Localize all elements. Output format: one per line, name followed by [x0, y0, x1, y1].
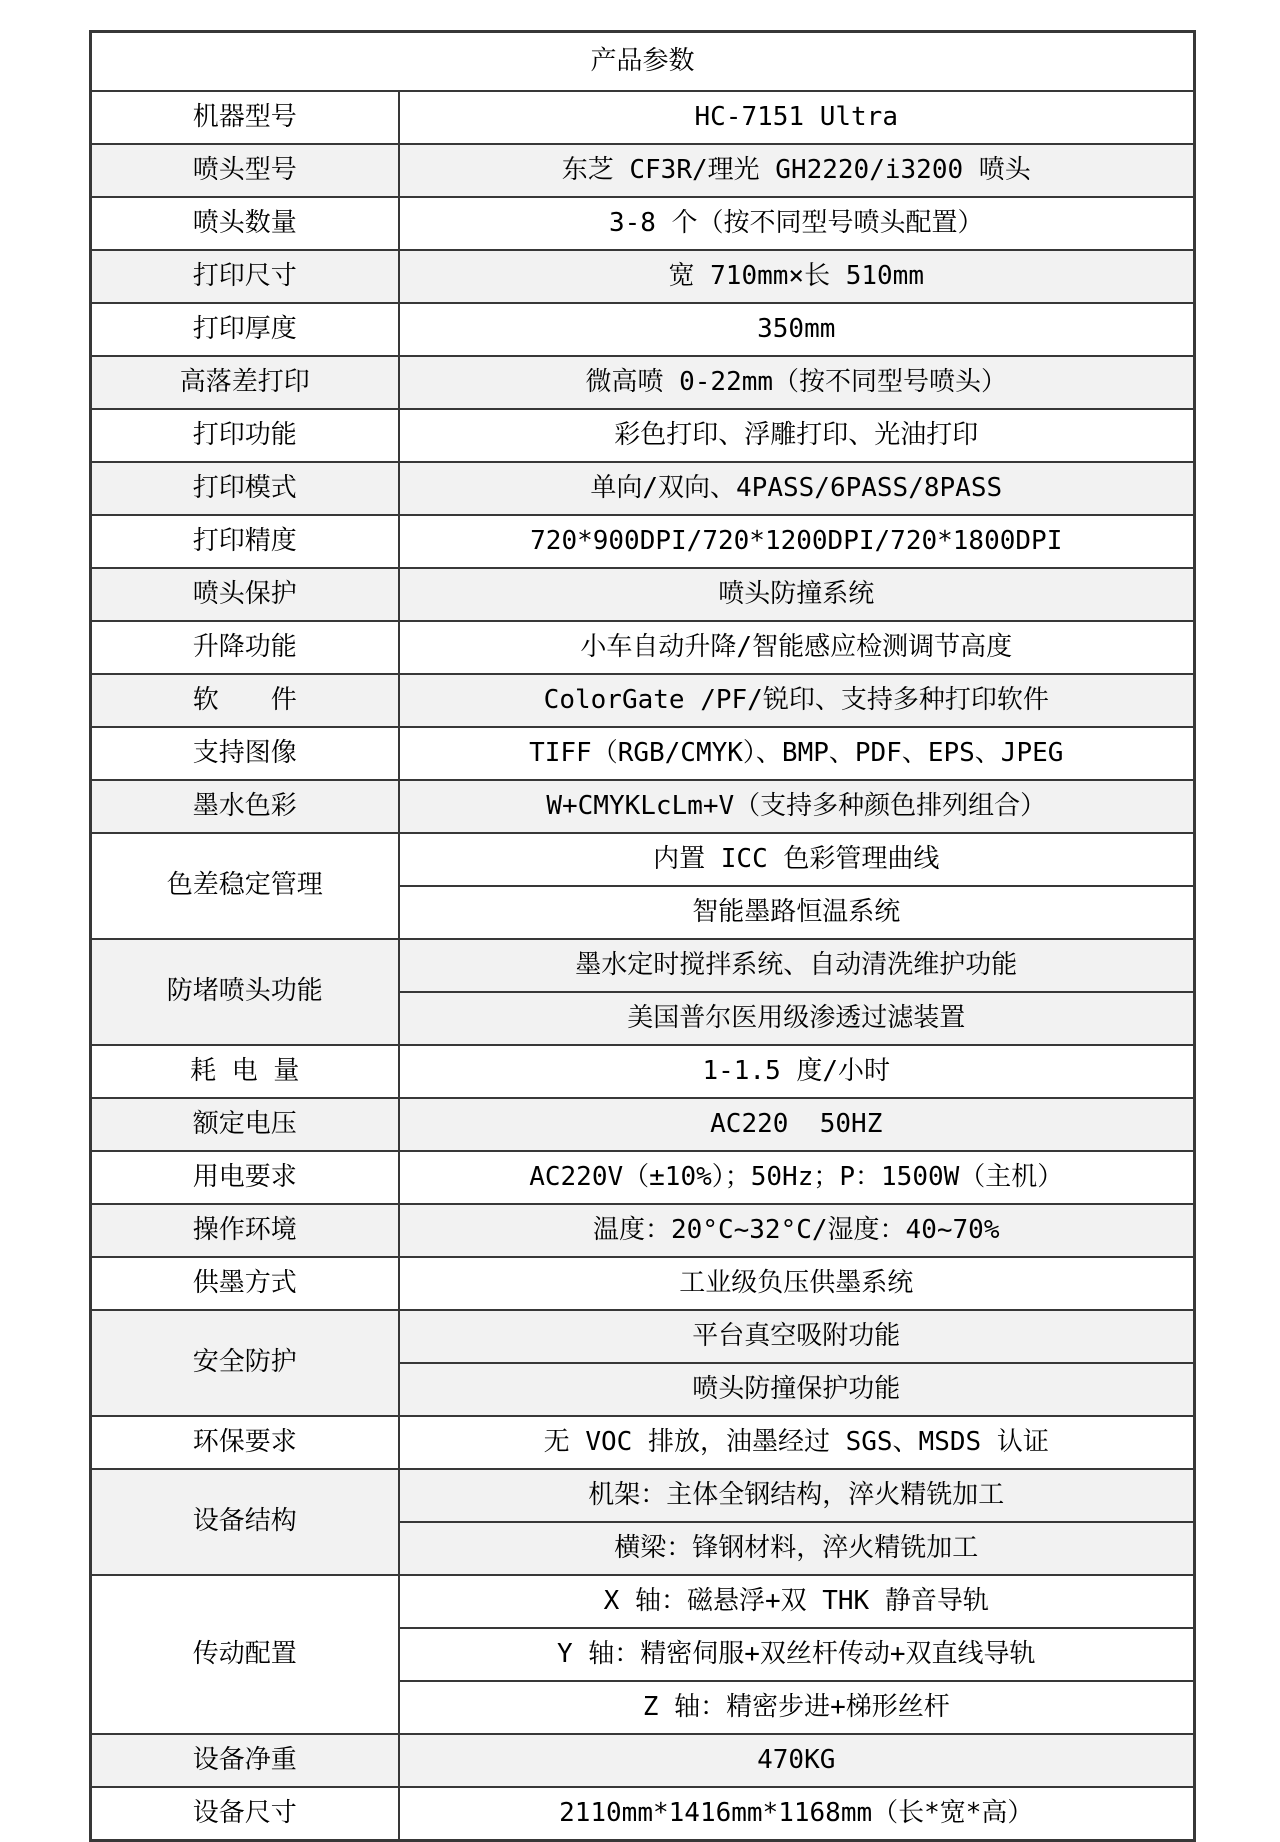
spec-label: 打印厚度 — [91, 303, 399, 356]
spec-label: 色差稳定管理 — [91, 833, 399, 939]
table-row — [91, 303, 1195, 356]
table-row — [91, 250, 1195, 303]
table-row — [91, 462, 1195, 515]
spec-value: 机架：主体全钢结构，淬火精铣加工 — [399, 1469, 1195, 1522]
table-row — [91, 727, 1195, 780]
spec-value: 3-8 个（按不同型号喷头配置） — [399, 197, 1195, 250]
spec-value: Y 轴：精密伺服+双丝杆传动+双直线导轨 — [399, 1628, 1195, 1681]
spec-label: 供墨方式 — [91, 1257, 399, 1310]
spec-value: 智能墨路恒温系统 — [399, 886, 1195, 939]
spec-label: 升降功能 — [91, 621, 399, 674]
table-row — [91, 568, 1195, 621]
spec-label: 机器型号 — [91, 91, 399, 144]
table-title: 产品参数 — [91, 32, 1195, 92]
table-row — [91, 1416, 1195, 1469]
spec-value: 无 VOC 排放，油墨经过 SGS、MSDS 认证 — [399, 1416, 1195, 1469]
spec-label: 耗 电 量 — [91, 1045, 399, 1098]
table-row — [91, 1787, 1195, 1841]
spec-label: 防堵喷头功能 — [91, 939, 399, 1045]
spec-value: TIFF（RGB/CMYK）、BMP、PDF、EPS、JPEG — [399, 727, 1195, 780]
spec-value: 墨水定时搅拌系统、自动清洗维护功能 — [399, 939, 1195, 992]
spec-label: 软 件 — [91, 674, 399, 727]
spec-label: 额定电压 — [91, 1098, 399, 1151]
spec-label: 环保要求 — [91, 1416, 399, 1469]
spec-value: HC-7151 Ultra — [399, 91, 1195, 144]
table-row — [91, 32, 1195, 92]
spec-label: 设备结构 — [91, 1469, 399, 1575]
spec-value: 横梁：锋钢材料，淬火精铣加工 — [399, 1522, 1195, 1575]
spec-value: 2110mm*1416mm*1168mm（长*宽*高） — [399, 1787, 1195, 1841]
table-row — [91, 197, 1195, 250]
table-row — [91, 356, 1195, 409]
spec-value: 平台真空吸附功能 — [399, 1310, 1195, 1363]
spec-value: 工业级负压供墨系统 — [399, 1257, 1195, 1310]
table-row — [91, 1151, 1195, 1204]
spec-value: AC220 50HZ — [399, 1098, 1195, 1151]
table-row — [91, 1469, 1195, 1522]
spec-value: 470KG — [399, 1734, 1195, 1787]
spec-label: 用电要求 — [91, 1151, 399, 1204]
spec-value: 微高喷 0-22mm（按不同型号喷头） — [399, 356, 1195, 409]
table-row — [91, 1204, 1195, 1257]
spec-value: 350mm — [399, 303, 1195, 356]
table-row — [91, 515, 1195, 568]
spec-value: 温度：20°C~32°C/湿度：40~70% — [399, 1204, 1195, 1257]
spec-value: 东芝 CF3R/理光 GH2220/i3200 喷头 — [399, 144, 1195, 197]
table-row — [91, 1310, 1195, 1363]
spec-value: X 轴：磁悬浮+双 THK 静音导轨 — [399, 1575, 1195, 1628]
table-row — [91, 833, 1195, 886]
spec-label: 设备净重 — [91, 1734, 399, 1787]
spec-value: 喷头防撞系统 — [399, 568, 1195, 621]
spec-label: 高落差打印 — [91, 356, 399, 409]
spec-label: 喷头保护 — [91, 568, 399, 621]
table-row — [91, 1257, 1195, 1310]
table-row — [91, 780, 1195, 833]
spec-value: 720*900DPI/720*1200DPI/720*1800DPI — [399, 515, 1195, 568]
table-row — [91, 1734, 1195, 1787]
spec-value: 1-1.5 度/小时 — [399, 1045, 1195, 1098]
spec-label: 安全防护 — [91, 1310, 399, 1416]
spec-value: ColorGate /PF/锐印、支持多种打印软件 — [399, 674, 1195, 727]
spec-value: 美国普尔医用级渗透过滤装置 — [399, 992, 1195, 1045]
spec-value: 彩色打印、浮雕打印、光油打印 — [399, 409, 1195, 462]
table-row — [91, 144, 1195, 197]
spec-value: 单向/双向、4PASS/6PASS/8PASS — [399, 462, 1195, 515]
table-row — [91, 1575, 1195, 1628]
spec-label: 支持图像 — [91, 727, 399, 780]
table-row — [91, 91, 1195, 144]
table-row — [91, 1098, 1195, 1151]
table-row — [91, 674, 1195, 727]
table-row — [91, 621, 1195, 674]
table-row — [91, 939, 1195, 992]
spec-label: 喷头数量 — [91, 197, 399, 250]
product-spec-table — [89, 30, 1196, 1842]
spec-value: Z 轴：精密步进+梯形丝杆 — [399, 1681, 1195, 1734]
table-row — [91, 1045, 1195, 1098]
spec-label: 打印模式 — [91, 462, 399, 515]
table-row — [91, 409, 1195, 462]
spec-label: 打印尺寸 — [91, 250, 399, 303]
spec-label: 喷头型号 — [91, 144, 399, 197]
spec-value: W+CMYKLcLm+V（支持多种颜色排列组合） — [399, 780, 1195, 833]
spec-label: 操作环境 — [91, 1204, 399, 1257]
spec-label: 打印精度 — [91, 515, 399, 568]
spec-value: 内置 ICC 色彩管理曲线 — [399, 833, 1195, 886]
spec-label: 墨水色彩 — [91, 780, 399, 833]
spec-label: 设备尺寸 — [91, 1787, 399, 1841]
spec-value: 宽 710mm×长 510mm — [399, 250, 1195, 303]
spec-value: AC220V（±10%）；50Hz；P：1500W（主机） — [399, 1151, 1195, 1204]
spec-label: 传动配置 — [91, 1575, 399, 1734]
spec-value: 小车自动升降/智能感应检测调节高度 — [399, 621, 1195, 674]
spec-label: 打印功能 — [91, 409, 399, 462]
spec-value: 喷头防撞保护功能 — [399, 1363, 1195, 1416]
